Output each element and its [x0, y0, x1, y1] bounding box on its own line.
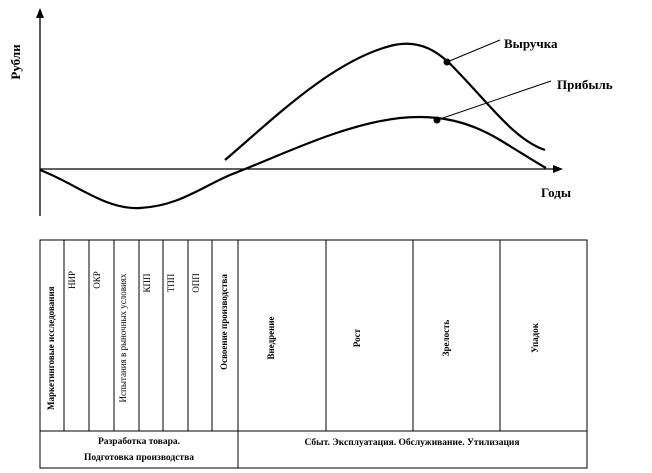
- stage-label-kpp: КПП: [142, 273, 153, 293]
- revenue-curve: [225, 44, 545, 160]
- group-label-market: Сбыт. Эксплуатация. Обслуживание. Утилизация: [304, 438, 520, 448]
- y-axis-label: Рубли: [8, 44, 23, 80]
- revenue-label: Выручка: [504, 36, 558, 51]
- stage-label-marketing-research: Маркетинговые исследования: [46, 286, 57, 410]
- y-axis-arrow: [36, 8, 44, 18]
- x-axis-arrow: [553, 165, 563, 173]
- stage-label-decline: Упадок: [530, 323, 541, 353]
- stage-label-growth: Рост: [352, 328, 363, 348]
- axes: [36, 8, 563, 216]
- revenue-leader-line: [447, 40, 500, 62]
- stage-label-tpp: ТПП: [166, 273, 177, 293]
- profit-leader-line: [437, 81, 551, 120]
- group-label-development-line1: Разработка товара.: [97, 437, 181, 447]
- stage-label-market-testing: Испытания в рыночных условиях: [118, 273, 129, 403]
- stage-label-okr: ОКР: [92, 271, 103, 289]
- stage-label-opp: ОПП: [191, 273, 202, 293]
- group-label-development-line2: Подготовка производства: [84, 453, 194, 463]
- stage-label-nir: НИР: [67, 270, 78, 290]
- stage-label-maturity: Зрелость: [441, 319, 452, 357]
- profit-label: Прибыль: [557, 77, 613, 92]
- stage-label-introduction: Внедрение: [266, 316, 277, 360]
- stage-label-production-start: Освоение производства: [219, 274, 230, 370]
- x-axis-label: Годы: [541, 185, 571, 200]
- profit-curve: [40, 117, 546, 208]
